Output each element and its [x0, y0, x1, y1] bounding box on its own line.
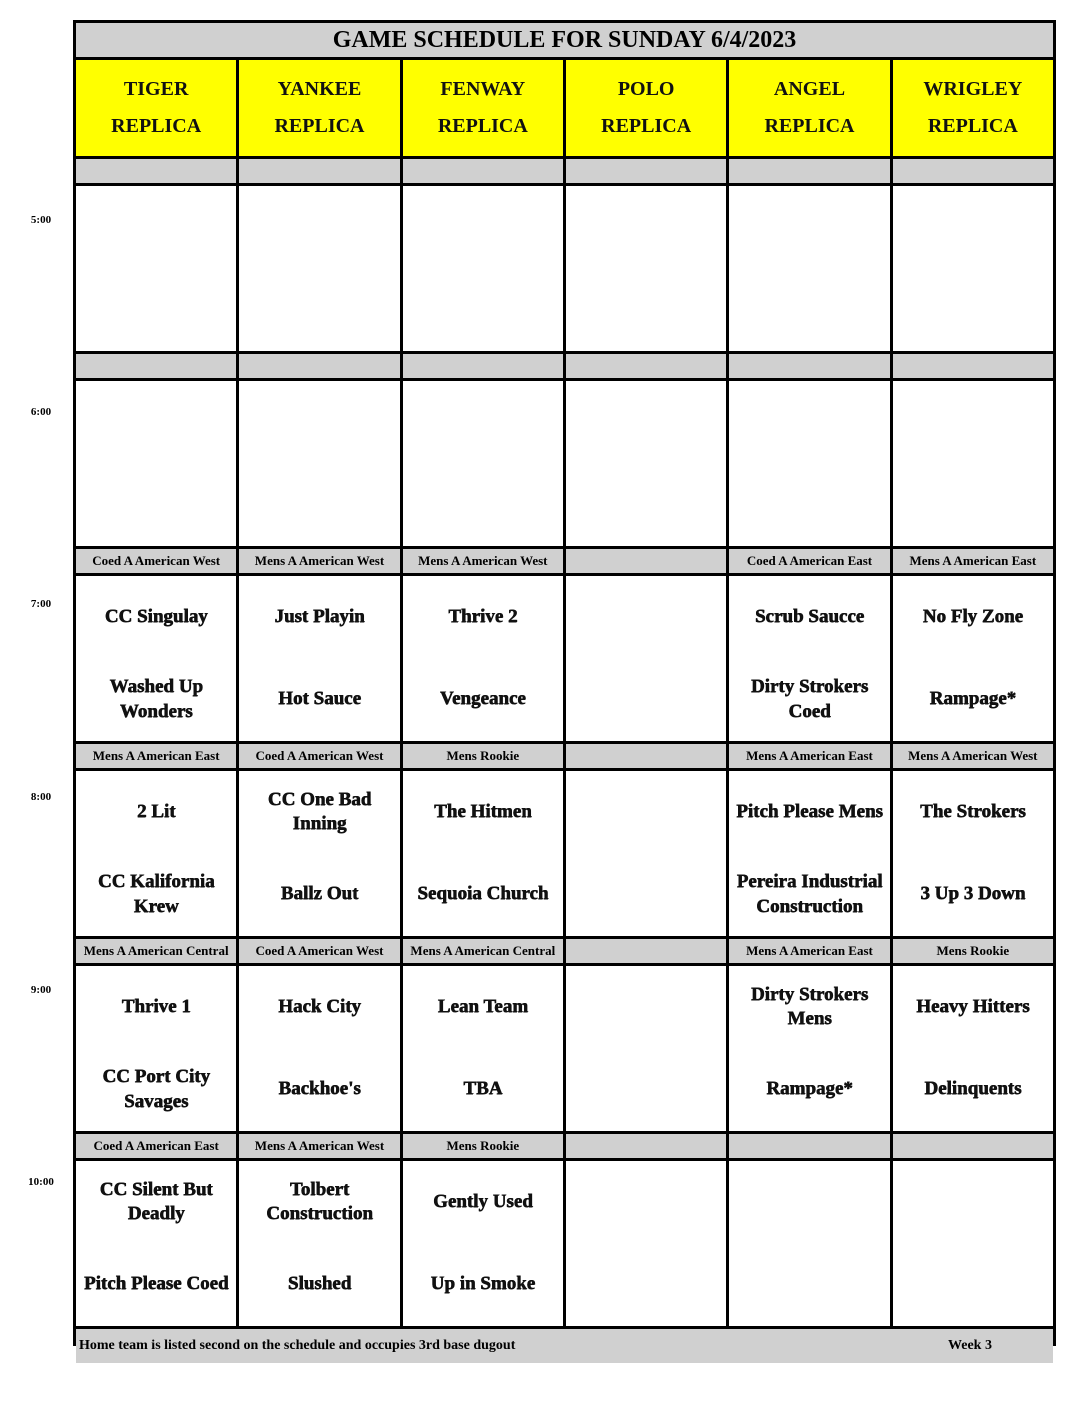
game-cell	[729, 381, 889, 546]
home-team	[566, 1049, 726, 1132]
home-team	[403, 464, 563, 547]
away-team: The Strokers	[919, 800, 1026, 822]
away-team: Scrub Saucce	[754, 605, 865, 627]
away-team	[403, 381, 563, 464]
division-label: Mens Rookie	[403, 1134, 563, 1158]
division-label: Coed A American West	[76, 549, 236, 573]
away-team: No Fly Zone	[922, 605, 1023, 627]
away-team: Tolbert Construction	[266, 1178, 373, 1225]
home-team: CC Kalifornia Krew	[97, 871, 215, 917]
game-cell	[403, 576, 563, 741]
division-label	[893, 354, 1053, 378]
game-cell	[76, 966, 236, 1131]
division-label: Mens A American Central	[403, 939, 563, 963]
away-team	[729, 186, 889, 269]
away-team	[76, 381, 236, 464]
game-cell	[76, 186, 236, 351]
home-team	[403, 269, 563, 352]
home-team	[893, 1244, 1053, 1327]
home-team: Vengeance	[439, 688, 526, 710]
game-cell	[566, 966, 726, 1131]
division-label	[239, 159, 399, 183]
game-cell	[566, 771, 726, 936]
away-team	[566, 966, 726, 1049]
game-cell	[76, 1161, 236, 1326]
division-label	[403, 354, 563, 378]
game-cell	[76, 381, 236, 546]
field-header-wrigley	[893, 60, 1053, 156]
away-team: 2 Lit	[136, 800, 176, 822]
home-team	[239, 269, 399, 352]
division-label	[729, 354, 889, 378]
home-team: Delinquents	[924, 1078, 1022, 1100]
field-header-polo	[566, 60, 726, 156]
game-cell	[893, 186, 1053, 351]
division-label: Mens A American East	[893, 549, 1053, 573]
field-name: YANKEE	[277, 78, 362, 100]
away-team: Thrive 2	[448, 605, 518, 627]
game-cell	[893, 1161, 1053, 1326]
division-label: Coed A American East	[729, 549, 889, 573]
game-cell	[239, 966, 399, 1131]
home-team	[729, 464, 889, 547]
home-team	[76, 269, 236, 352]
time-label: 5:00	[30, 214, 52, 226]
away-team: The Hitmen	[434, 800, 532, 822]
away-team	[729, 1161, 889, 1244]
away-team	[893, 381, 1053, 464]
away-team: Lean Team	[437, 995, 528, 1017]
away-team: Just Playin	[274, 605, 365, 627]
schedule-title: GAME SCHEDULE FOR SUNDAY 6/4/2023	[76, 23, 1053, 57]
away-team	[566, 1161, 726, 1244]
home-team	[729, 1244, 889, 1327]
division-label: Coed A American West	[239, 744, 399, 768]
game-cell	[729, 1161, 889, 1326]
home-team: Pereira Industrial Construction	[736, 871, 883, 917]
field-name: TIGER	[123, 78, 189, 100]
away-team	[566, 771, 726, 854]
home-team: Washed Up Wonders	[109, 676, 203, 722]
field-header-tiger	[76, 60, 236, 156]
division-label: Mens A American West	[239, 1134, 399, 1158]
field-name: FENWAY	[440, 78, 526, 100]
schedule-footer	[76, 1329, 1053, 1363]
away-team	[566, 186, 726, 269]
division-label	[893, 1134, 1053, 1158]
division-label	[729, 1134, 889, 1158]
division-label: Mens Rookie	[403, 744, 563, 768]
division-label	[566, 159, 726, 183]
division-label	[566, 1134, 726, 1158]
away-team	[239, 381, 399, 464]
field-name: WRIGLEY	[923, 78, 1023, 100]
division-label	[729, 159, 889, 183]
home-team	[893, 269, 1053, 352]
home-team	[76, 464, 236, 547]
division-label	[76, 159, 236, 183]
home-team: Up in Smoke	[430, 1273, 536, 1295]
division-label: Mens A American Central	[76, 939, 236, 963]
division-label: Mens A American West	[239, 549, 399, 573]
game-cell	[239, 186, 399, 351]
home-team	[566, 1244, 726, 1327]
division-label	[566, 549, 726, 573]
home-team: Rampage*	[929, 688, 1017, 710]
field-type: REPLICA	[274, 115, 365, 137]
game-cell	[403, 771, 563, 936]
home-team	[729, 269, 889, 352]
game-cell	[403, 966, 563, 1131]
away-team: CC Silent But Deadly	[99, 1178, 213, 1225]
game-cell	[729, 966, 889, 1131]
away-team	[403, 186, 563, 269]
division-label: Mens A American West	[893, 744, 1053, 768]
home-team: TBA	[463, 1078, 503, 1100]
home-team: CC Port City Savages	[102, 1066, 210, 1112]
division-label	[566, 354, 726, 378]
game-cell	[566, 186, 726, 351]
game-cell	[893, 576, 1053, 741]
away-team: CC Singulay	[104, 605, 208, 627]
away-team	[566, 381, 726, 464]
home-team: Hot Sauce	[278, 688, 361, 710]
game-cell	[566, 381, 726, 546]
away-team	[729, 381, 889, 464]
field-name: ANGEL	[773, 78, 846, 100]
game-cell	[729, 576, 889, 741]
division-label	[566, 939, 726, 963]
division-label	[566, 744, 726, 768]
field-type: REPLICA	[601, 115, 692, 137]
field-type: REPLICA	[764, 115, 855, 137]
home-team: Rampage*	[766, 1078, 853, 1100]
field-header-fenway	[403, 60, 563, 156]
away-team	[893, 186, 1053, 269]
field-type: REPLICA	[927, 115, 1018, 137]
away-team: Pitch Please Mens	[736, 800, 883, 822]
home-team	[566, 464, 726, 547]
home-team: Backhoe's	[278, 1078, 361, 1100]
field-name: POLO	[617, 78, 675, 100]
home-team: 3 Up 3 Down	[920, 883, 1026, 905]
away-team	[76, 186, 236, 269]
division-label	[893, 159, 1053, 183]
game-cell	[893, 771, 1053, 936]
away-team: Dirty Strokers Mens	[750, 983, 869, 1030]
week-label: Week 3	[948, 1338, 992, 1353]
game-cell	[239, 576, 399, 741]
home-team: Sequoia Church	[417, 883, 549, 905]
away-team: Thrive 1	[121, 995, 191, 1017]
time-label: 9:00	[30, 984, 52, 996]
game-cell	[566, 576, 726, 741]
home-team: Pitch Please Coed	[83, 1273, 229, 1295]
game-cell	[239, 771, 399, 936]
division-label	[76, 354, 236, 378]
game-cell	[239, 381, 399, 546]
home-team	[239, 464, 399, 547]
home-team: Dirty Strokers Coed	[750, 676, 869, 722]
time-label: 6:00	[30, 406, 52, 418]
game-cell	[566, 1161, 726, 1326]
home-team-note: Home team is listed second on the schedule and occupies 3rd base dugout	[79, 1338, 516, 1353]
game-cell	[239, 1161, 399, 1326]
game-cell	[893, 381, 1053, 546]
home-team	[893, 464, 1053, 547]
division-label: Mens A American East	[729, 744, 889, 768]
away-team	[566, 576, 726, 659]
division-label: Mens Rookie	[893, 939, 1053, 963]
time-label: 7:00	[30, 598, 52, 610]
division-label	[403, 159, 563, 183]
game-cell	[729, 771, 889, 936]
time-label: 10:00	[28, 1176, 54, 1188]
field-type: REPLICA	[111, 115, 202, 137]
division-label: Mens A American East	[729, 939, 889, 963]
home-team: Slushed	[287, 1273, 352, 1295]
home-team	[566, 659, 726, 742]
game-cell	[893, 966, 1053, 1131]
division-label	[239, 354, 399, 378]
away-team: CC One Bad Inning	[267, 788, 372, 835]
game-cell	[729, 186, 889, 351]
game-cell	[76, 771, 236, 936]
away-team: Heavy Hitters	[916, 995, 1030, 1017]
division-label: Coed A American West	[239, 939, 399, 963]
away-team	[893, 1161, 1053, 1244]
home-team: Ballz Out	[280, 883, 359, 905]
home-team	[566, 269, 726, 352]
away-team: Hack City	[278, 995, 361, 1017]
division-label: Mens A American West	[403, 549, 563, 573]
field-header-yankee	[239, 60, 399, 156]
game-cell	[403, 1161, 563, 1326]
field-type: REPLICA	[437, 115, 528, 137]
division-label: Coed A American East	[76, 1134, 236, 1158]
field-header-angel	[729, 60, 889, 156]
game-cell	[76, 576, 236, 741]
away-team	[239, 186, 399, 269]
time-label: 8:00	[30, 791, 52, 803]
schedule-grid	[73, 20, 1056, 1353]
home-team	[566, 854, 726, 937]
away-team: Gently Used	[432, 1190, 533, 1212]
division-label: Mens A American East	[76, 744, 236, 768]
game-cell	[403, 186, 563, 351]
game-cell	[403, 381, 563, 546]
